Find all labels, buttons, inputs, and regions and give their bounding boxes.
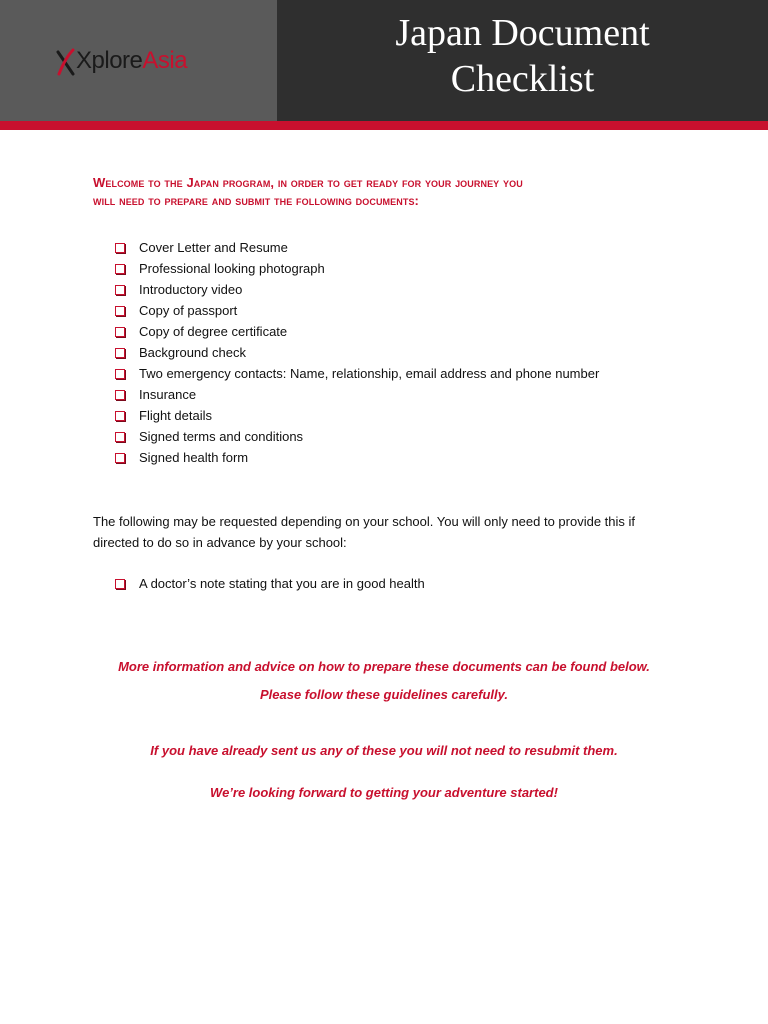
checklist-item-label: Two emergency contacts: Name, relationship, email address and phone number — [139, 366, 600, 381]
document-header — [0, 0, 768, 121]
checklist-item — [115, 279, 599, 300]
checklist-item-label: Cover Letter and Resume — [139, 240, 288, 255]
optional-documents-paragraph — [93, 511, 673, 553]
note-follow-guidelines: Please follow these guidelines carefully. — [259, 687, 509, 702]
checklist-item — [115, 426, 599, 447]
checklist-item — [115, 363, 599, 384]
intro-heading — [93, 174, 673, 210]
optional-line-1: The following may be requested depending on your school. You will only need to provide this if — [93, 514, 636, 529]
checkbox-icon — [115, 579, 125, 589]
document-checklist — [115, 237, 599, 468]
header-accent-band — [0, 121, 768, 130]
checkbox-icon — [115, 348, 125, 358]
checkbox-icon — [115, 243, 125, 253]
checklist-item-label: Copy of degree certificate — [139, 324, 288, 339]
logo-text-xplore: Xplore — [76, 47, 143, 74]
checklist-item — [115, 447, 599, 468]
checklist-item-label: Copy of passport — [139, 303, 238, 318]
checklist-item-label: Insurance — [139, 387, 197, 402]
checklist-item-label: A doctor’s note stating that you are in good health — [139, 576, 425, 591]
checkbox-icon — [115, 285, 125, 295]
intro-line-2: will need to prepare and submit the following documents: — [93, 193, 419, 208]
optional-checklist — [115, 573, 425, 594]
note-looking-forward: We’re looking forward to getting your adventure started! — [210, 785, 558, 800]
checkbox-icon — [115, 369, 125, 379]
xploreasia-logo — [56, 44, 187, 78]
checklist-item — [115, 342, 599, 363]
checkbox-icon — [115, 453, 125, 463]
optional-line-2: directed to do so in advance by your school: — [93, 535, 347, 550]
checkbox-icon — [115, 306, 125, 316]
checklist-item-label: Signed terms and conditions — [139, 429, 304, 444]
checkbox-icon — [115, 411, 125, 421]
note-more-info: More information and advice on how to prepare these documents can be found below. — [118, 659, 650, 674]
checkbox-icon — [115, 264, 125, 274]
checklist-item — [115, 384, 599, 405]
checklist-item — [115, 300, 599, 321]
checklist-item-label: Signed health form — [139, 450, 249, 465]
page-title — [277, 10, 768, 102]
checklist-item — [115, 237, 599, 258]
logo-swoosh-icon — [56, 46, 76, 76]
checklist-item — [115, 573, 425, 594]
checkbox-icon — [115, 390, 125, 400]
checkbox-icon — [115, 432, 125, 442]
page-title-line-1: Japan Document — [395, 12, 650, 54]
checklist-item — [115, 321, 599, 342]
checklist-item-label: Background check — [139, 345, 246, 360]
checklist-item-label: Flight details — [139, 408, 212, 423]
checkbox-icon — [115, 327, 125, 337]
checklist-item — [115, 258, 599, 279]
logo-text-asia: Asia — [142, 47, 188, 74]
intro-line-1: Welcome to the Japan program, in order to get ready for your journey you — [93, 175, 523, 190]
checklist-item-label: Introductory video — [139, 282, 243, 297]
checklist-item — [115, 405, 599, 426]
note-no-resubmit: If you have already sent us any of these you will not need to resubmit them. — [150, 743, 618, 758]
page-title-line-2: Checklist — [450, 58, 595, 100]
checklist-item-label: Professional looking photograph — [139, 261, 325, 276]
